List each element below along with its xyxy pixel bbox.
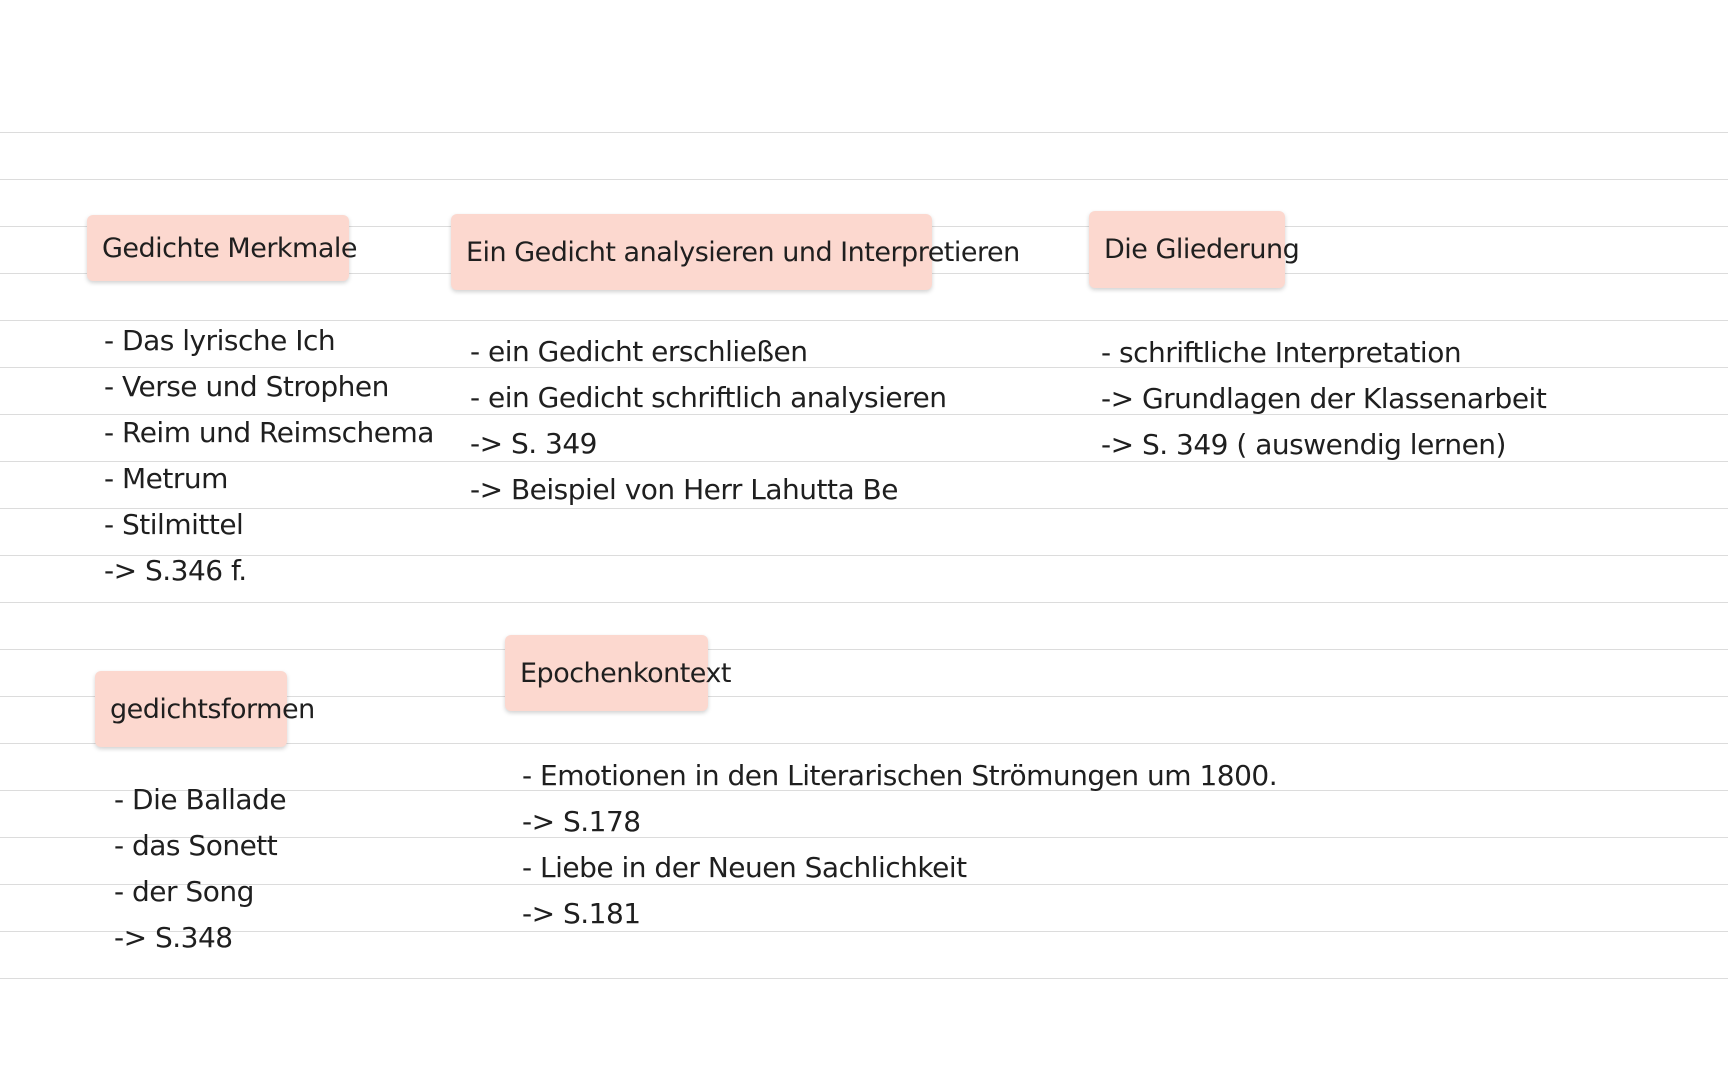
list-item: -> S.178 bbox=[522, 805, 641, 838]
list-item: -> S. 349 ( auswendig lernen) bbox=[1101, 428, 1506, 461]
list-item: -> S. 349 bbox=[470, 427, 597, 460]
ruled-line bbox=[0, 649, 1728, 650]
list-item: - das Sonett bbox=[114, 829, 278, 862]
tag-label: Ein Gedicht analysieren und Interpretieren bbox=[466, 236, 1020, 268]
list-item: - der Song bbox=[114, 875, 254, 908]
list-item: - Die Ballade bbox=[114, 783, 287, 816]
tag-gedichte-merkmale bbox=[87, 215, 358, 281]
list-epochenkontext bbox=[522, 753, 1277, 937]
tag-label: gedichtsformen bbox=[110, 693, 315, 725]
list-item: - Metrum bbox=[104, 462, 228, 495]
list-item: - Verse und Strophen bbox=[104, 370, 389, 403]
list-item: - Das lyrische Ich bbox=[104, 324, 336, 357]
tag-epochenkontext bbox=[505, 635, 731, 711]
list-item: -> S.348 bbox=[114, 921, 233, 954]
list-item: - Stilmittel bbox=[104, 508, 244, 541]
tag-label: Epochenkontext bbox=[520, 657, 731, 689]
list-item: -> Beispiel von Herr Lahutta Be bbox=[470, 473, 898, 506]
tag-die-gliederung bbox=[1089, 211, 1300, 288]
ruled-line bbox=[0, 132, 1728, 133]
tag-analysieren bbox=[451, 214, 1020, 290]
list-item: -> Grundlagen der Klassenarbeit bbox=[1101, 382, 1547, 415]
list-gedichtsformen bbox=[114, 777, 286, 961]
list-item: -> S.181 bbox=[522, 897, 641, 930]
list-item: - schriftliche Interpretation bbox=[1101, 336, 1462, 369]
ruled-line bbox=[0, 978, 1728, 979]
tag-gedichtsformen bbox=[95, 671, 315, 747]
list-item: - Liebe in der Neuen Sachlichkeit bbox=[522, 851, 967, 884]
list-item: - ein Gedicht schriftlich analysieren bbox=[470, 381, 947, 414]
list-item: -> S.346 f. bbox=[104, 554, 247, 587]
list-gedichte-merkmale bbox=[104, 318, 434, 594]
ruled-line bbox=[0, 602, 1728, 603]
ruled-line bbox=[0, 179, 1728, 180]
list-analysieren bbox=[470, 329, 947, 513]
list-item: - ein Gedicht erschließen bbox=[470, 335, 808, 368]
tag-label: Gedichte Merkmale bbox=[102, 232, 358, 264]
list-die-gliederung bbox=[1101, 330, 1546, 468]
list-item: - Emotionen in den Literarischen Strömungen um 1800. bbox=[522, 759, 1278, 792]
list-item: - Reim und Reimschema bbox=[104, 416, 434, 449]
tag-label: Die Gliederung bbox=[1104, 234, 1300, 265]
